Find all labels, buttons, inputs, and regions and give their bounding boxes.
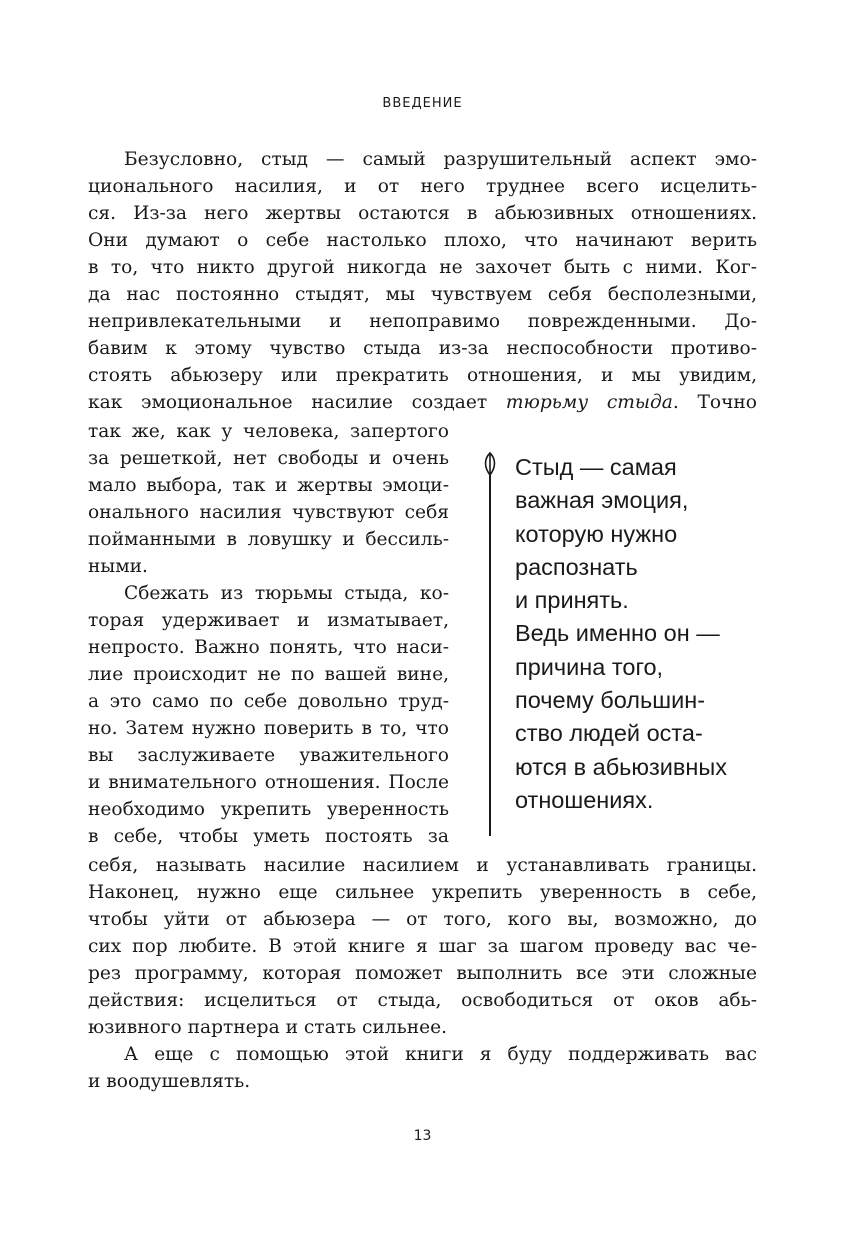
text-line: да нас постоянно стыдят, мы чувствуем себя бесполезными, xyxy=(88,284,757,305)
text-line: непривлекательными и непоправимо поврежденными. До- xyxy=(88,311,757,332)
text-line: Сбежать из тюрьмы стыда, ко- xyxy=(124,583,449,604)
text-line: и воодушевлять. xyxy=(88,1071,251,1092)
text-line: торая удерживает и изматывает, xyxy=(88,610,449,631)
text-line: вы заслуживаете уважительного xyxy=(88,745,449,766)
text-line: сих пор любите. В этой книге я шаг за шагом проведу вас че- xyxy=(88,936,757,957)
running-header: ВВЕДЕНИЕ xyxy=(382,96,463,111)
quote-line: которую нужно xyxy=(515,520,678,547)
text-line: ционального насилия, и от него труднее всего исцелить- xyxy=(88,176,757,197)
quote-line: распознать xyxy=(515,553,638,580)
text: . Точно xyxy=(672,392,757,413)
pull-quote xyxy=(515,451,727,817)
text-line: в себе, чтобы уметь постоять за xyxy=(88,826,449,847)
quote-line: отношениях. xyxy=(515,786,654,813)
text-line: действия: исцелиться от стыда, освободиться от оков абь- xyxy=(88,990,757,1011)
text-line: пойманными в ловушку и бессиль- xyxy=(88,529,449,550)
text-line: непросто. Важно понять, что наси- xyxy=(88,637,449,658)
text-line: юзивного партнера и стать сильнее. xyxy=(88,1017,448,1038)
text-line xyxy=(88,389,757,416)
text-line: Наконец, нужно еще сильнее укрепить уверенность в себе, xyxy=(88,882,757,903)
quote-line: Ведь именно он — xyxy=(515,620,720,647)
narrow-column xyxy=(88,418,449,850)
quote-line: причина того, xyxy=(515,653,664,680)
text-line: а это само по себе довольно труд- xyxy=(88,691,449,712)
emphasis: тюрьму стыда xyxy=(505,392,673,413)
paragraph-closing xyxy=(88,852,757,1095)
quote-line: и принять. xyxy=(515,587,629,614)
text-line: за решеткой, нет свободы и очень xyxy=(88,448,449,469)
text-line: ными. xyxy=(88,556,148,577)
quote-line: ство людей оста- xyxy=(515,720,703,747)
paragraph-intro xyxy=(88,146,757,416)
text-line: себя, называть насилие насилием и устанавливать границы. xyxy=(88,855,757,876)
text-line: так же, как у человека, запертого xyxy=(88,421,449,442)
text-line: бавим к этому чувство стыда из-за неспособности противо- xyxy=(88,338,757,359)
text-line: лие происходит не по вашей вине, xyxy=(88,664,449,685)
text-line: Безусловно, стыд — самый разрушительный аспект эмо- xyxy=(124,149,757,170)
text-line: чтобы уйти от абьюзера — от того, кого вы, возможно, до xyxy=(88,909,757,930)
text-line: необходимо укрепить уверенность xyxy=(88,799,449,820)
text-line: ся. Из-за него жертвы остаются в абьюзивных отношениях. xyxy=(88,203,757,224)
text-line: А еще с помощью этой книги я буду поддерживать вас xyxy=(124,1044,757,1065)
text-line: стоять абьюзеру или прекратить отношения, и мы увидим, xyxy=(88,365,757,386)
text-line: Они думают о себе настолько плохо, что начинают верить xyxy=(88,230,757,251)
text-line: но. Затем нужно поверить в то, что xyxy=(88,718,449,739)
quote-line: Стыд — самая xyxy=(515,454,677,480)
quote-rule xyxy=(489,474,491,836)
text-line: мало выбора, так и жертвы эмоци- xyxy=(88,475,449,496)
text: как эмоциональное насилие создает xyxy=(88,392,506,413)
text-line: в то, что никто другой никогда не захочет быть с ними. Ког- xyxy=(88,257,757,278)
quote-line: ются в абьюзивных xyxy=(515,753,728,780)
text-line: рез программу, которая поможет выполнить все эти сложные xyxy=(88,963,757,984)
text-line: онального насилия чувствуют себя xyxy=(88,502,449,523)
text-line: и внимательного отношения. После xyxy=(88,772,449,793)
quote-line: почему большин- xyxy=(515,687,706,714)
quote-line: важная эмоция, xyxy=(515,487,689,514)
page-number: 13 xyxy=(413,1128,432,1144)
